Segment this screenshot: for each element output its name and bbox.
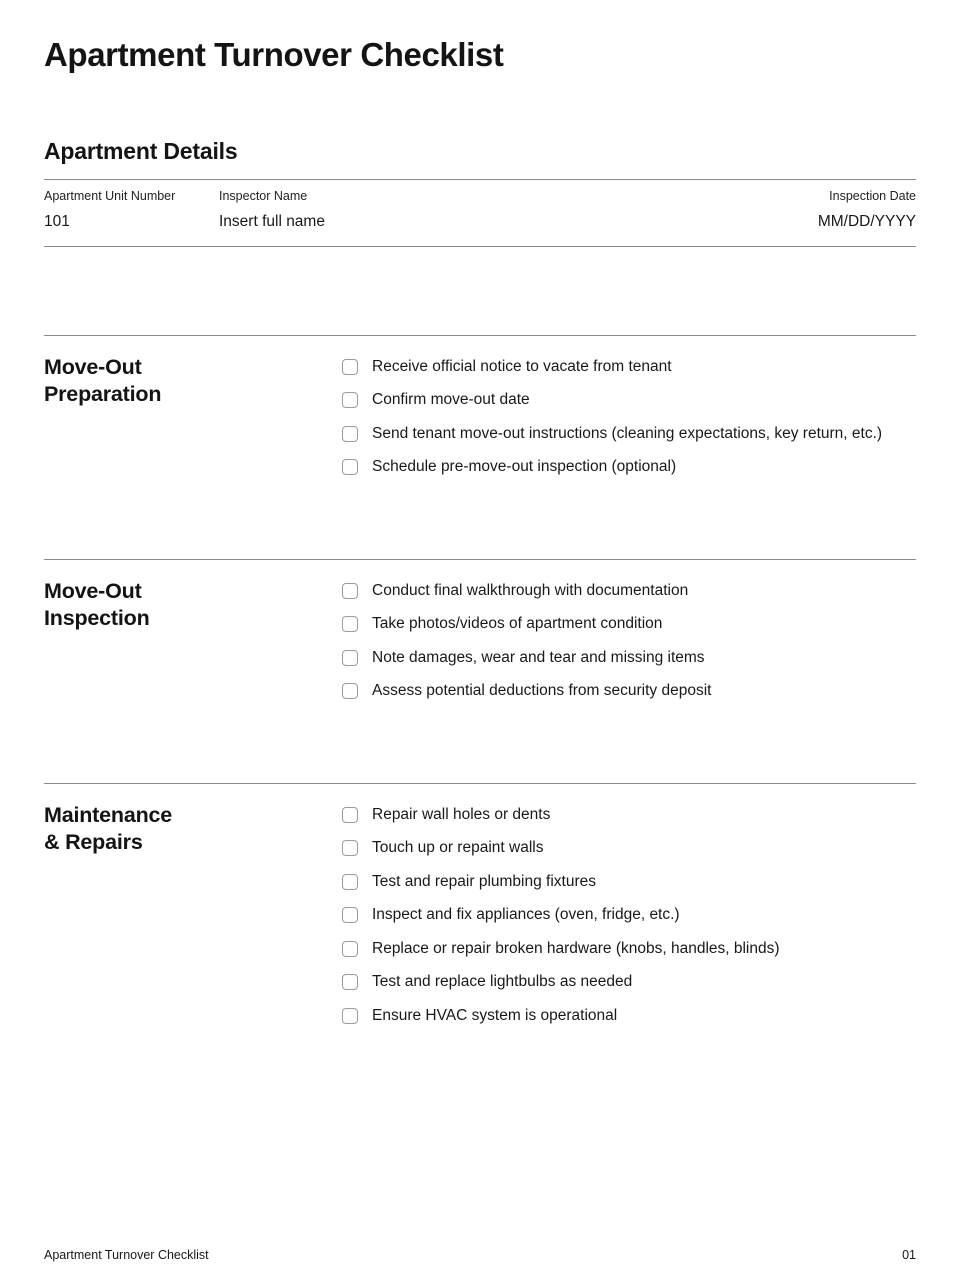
checkbox-icon[interactable] <box>342 941 358 957</box>
apartment-details-table <box>44 179 916 247</box>
unit-number-label: Apartment Unit Number <box>44 189 176 203</box>
checkbox-icon[interactable] <box>342 616 358 632</box>
section-title-line-2: Inspection <box>44 605 150 630</box>
checklist-item <box>342 865 916 899</box>
checklist-item <box>342 798 916 832</box>
checklist-item <box>342 417 916 451</box>
checklist-items <box>342 574 916 783</box>
inspection-date-value[interactable]: MM/DD/YYYY <box>817 213 916 230</box>
checklist-item <box>342 384 916 418</box>
section-title-line-2: & Repairs <box>44 829 143 854</box>
inspector-name-value[interactable]: Insert full name <box>219 213 325 230</box>
checklist-item <box>342 999 916 1033</box>
item-label: Take photos/videos of apartment condition <box>372 615 663 633</box>
checklist-item <box>342 608 916 642</box>
checklist-item <box>342 451 916 485</box>
checkbox-icon[interactable] <box>342 807 358 823</box>
checklist-item <box>342 641 916 675</box>
section-title-line-1: Move-Out <box>44 355 142 379</box>
checklist-item <box>342 832 916 866</box>
checklist-item <box>342 574 916 608</box>
section-title <box>44 798 342 1033</box>
inspector-name-label: Inspector Name <box>219 189 308 203</box>
footer-document-title: Apartment Turnover Checklist <box>44 1248 209 1262</box>
item-label: Test and replace lightbulbs as needed <box>372 973 633 991</box>
checklist-page <box>0 36 960 1033</box>
checkbox-icon[interactable] <box>342 459 358 475</box>
section-title-line-1: Maintenance <box>44 803 173 827</box>
section-title-line-1: Move-Out <box>44 579 142 603</box>
section-move-out-preparation <box>44 335 916 559</box>
item-label: Replace or repair broken hardware (knobs, handles, blinds) <box>372 939 780 957</box>
item-label: Receive official notice to vacate from tenant <box>372 357 672 375</box>
item-label: Confirm move-out date <box>372 391 530 409</box>
footer-page-number: 01 <box>902 1248 916 1262</box>
item-label: Repair wall holes or dents <box>372 805 551 823</box>
page-footer <box>44 1248 916 1262</box>
checklist-items <box>342 798 916 1033</box>
checkbox-icon[interactable] <box>342 874 358 890</box>
item-label: Send tenant move-out instructions (cleaning expectations, key return, etc.) <box>372 424 883 442</box>
apartment-details-heading: Apartment Details <box>44 138 238 164</box>
checklist-item <box>342 932 916 966</box>
checkbox-icon[interactable] <box>342 907 358 923</box>
checklist-item <box>342 350 916 384</box>
unit-number-value[interactable]: 101 <box>44 213 70 230</box>
checklist-item <box>342 675 916 709</box>
section-title <box>44 574 342 783</box>
checkbox-icon[interactable] <box>342 1008 358 1024</box>
item-label: Test and repair plumbing fixtures <box>372 872 597 890</box>
checkbox-icon[interactable] <box>342 840 358 856</box>
checkbox-icon[interactable] <box>342 426 358 442</box>
checkbox-icon[interactable] <box>342 583 358 599</box>
checkbox-icon[interactable] <box>342 683 358 699</box>
checkbox-icon[interactable] <box>342 974 358 990</box>
item-label: Conduct final walkthrough with documentation <box>372 581 689 599</box>
checklist-item <box>342 966 916 1000</box>
checkbox-icon[interactable] <box>342 650 358 666</box>
item-label: Assess potential deductions from security deposit <box>372 682 712 700</box>
checkbox-icon[interactable] <box>342 359 358 375</box>
item-label: Touch up or repaint walls <box>372 839 544 857</box>
section-title-line-2: Preparation <box>44 381 162 406</box>
item-label: Note damages, wear and tear and missing items <box>372 648 705 666</box>
section-title <box>44 350 342 559</box>
page-title: Apartment Turnover Checklist <box>44 36 504 73</box>
checklist-items <box>342 350 916 559</box>
checklist-item <box>342 899 916 933</box>
item-label: Inspect and fix appliances (oven, fridge, etc.) <box>372 906 680 924</box>
inspection-date-label: Inspection Date <box>829 189 916 203</box>
item-label: Schedule pre-move-out inspection (optional) <box>372 458 677 476</box>
section-move-out-inspection <box>44 559 916 783</box>
checkbox-icon[interactable] <box>342 392 358 408</box>
item-label: Ensure HVAC system is operational <box>372 1006 618 1024</box>
section-maintenance-repairs <box>44 783 916 1033</box>
